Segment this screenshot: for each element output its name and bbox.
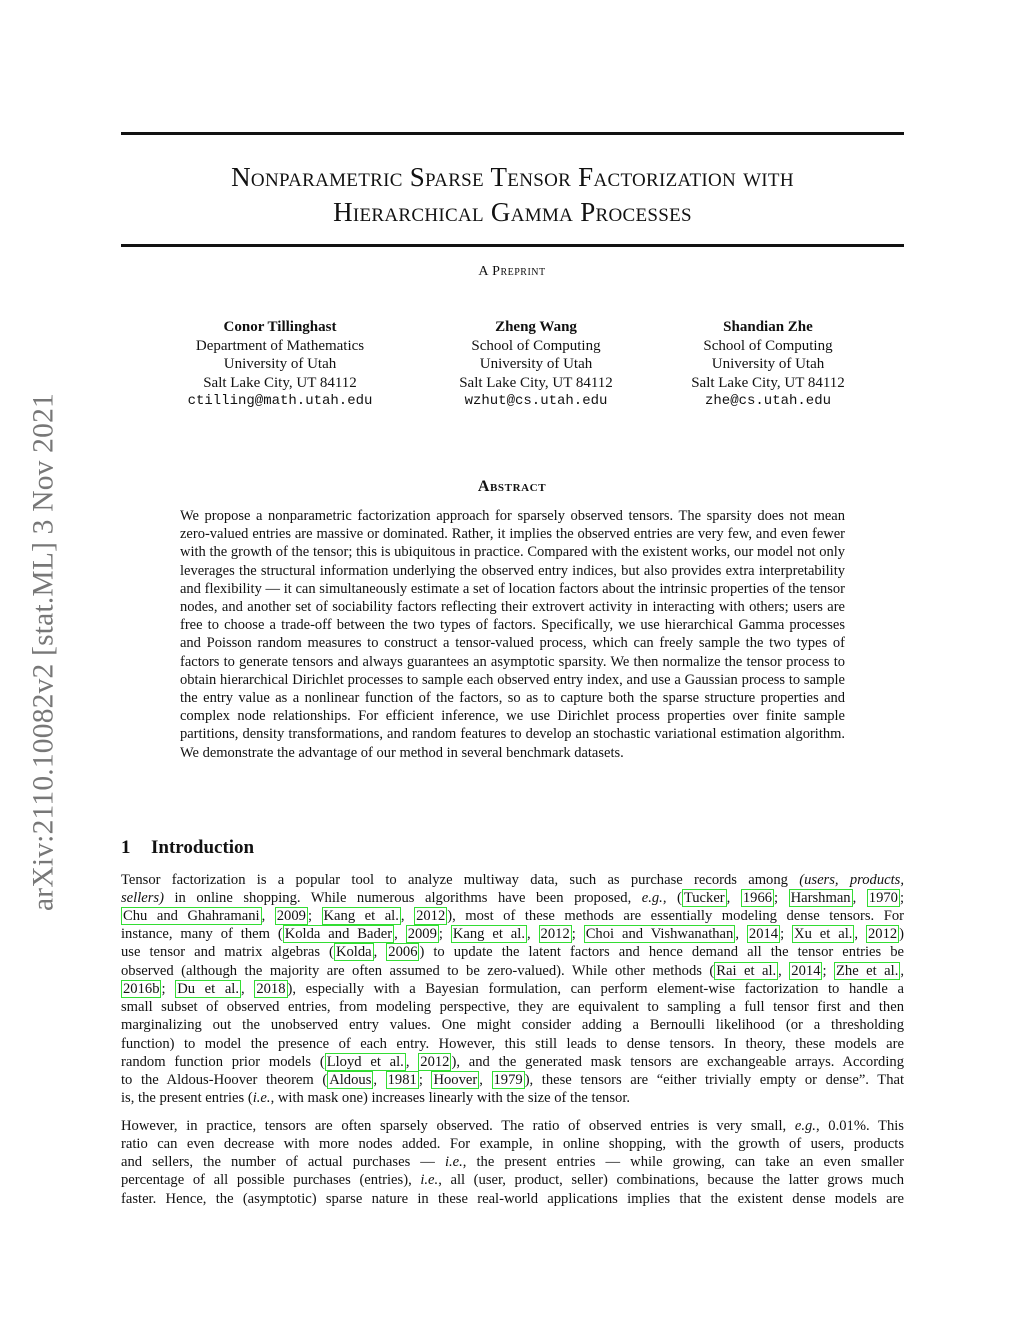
text-run: , — [394, 926, 406, 942]
author-name: Shandian Zhe — [723, 319, 813, 335]
author-city: Salt Lake City, UT 84112 — [459, 374, 613, 391]
citation-link[interactable]: 2016b — [123, 981, 160, 997]
text-run: ; — [418, 1072, 432, 1088]
author-name: Conor Tillinghast — [223, 319, 337, 335]
author-dept: School of Computing — [703, 337, 833, 354]
author-email[interactable]: zhe@cs.utah.edu — [704, 393, 832, 409]
citation-link[interactable]: Xu et al. — [794, 926, 853, 942]
text-line — [121, 1071, 904, 1089]
text-line — [121, 1053, 904, 1071]
text-run: , ( — [662, 890, 682, 906]
citation-link[interactable]: 2018 — [256, 981, 286, 997]
text-line — [121, 980, 904, 998]
author-name: Zheng Wang — [495, 319, 577, 335]
text-run: , — [852, 890, 867, 906]
text-run: , — [726, 890, 741, 906]
citation-link[interactable]: Chu and Ghahramani — [123, 908, 260, 924]
text-run: , — [735, 926, 747, 942]
title-line-1: Nonparametric Sparse Tensor Factorization with — [231, 162, 794, 192]
title-line-2: Hierarchical Gamma Processes — [333, 197, 692, 227]
text-run: , — [778, 963, 790, 979]
text-run: However, in practice, tensors are often sparsely observed. The ratio of observed entries is very small, — [121, 1118, 795, 1134]
text-run: ; — [571, 926, 584, 942]
author-univ: University of Utah — [711, 356, 825, 372]
citation-link[interactable]: Kolda — [335, 944, 372, 960]
text-run: function) to model the presence of each entry. However, this still leads to dense tensors. In theory, these models are — [121, 1036, 904, 1052]
text-line — [121, 907, 904, 925]
citation-link[interactable]: Kang et al. — [323, 908, 399, 924]
text-run: in online shopping. While numerous algorithms have been proposed, — [163, 890, 642, 906]
author-city: Salt Lake City, UT 84112 — [691, 374, 845, 391]
italic-text: i.e. — [252, 1090, 271, 1106]
text-line — [121, 871, 904, 889]
text-run: ; — [161, 981, 176, 997]
preprint-label: A Preprint — [478, 264, 546, 279]
citation-link[interactable]: 1981 — [387, 1072, 417, 1088]
text-run: and sellers, the number of actual purchases — — [121, 1154, 445, 1170]
author-dept: Department of Mathematics — [195, 337, 365, 354]
text-run: , the present entries — while growing, can take an even smaller — [462, 1154, 905, 1170]
text-run: observed (although the majority are often assumed to be zero-valued). While other methods ( — [121, 963, 715, 979]
text-line — [121, 962, 904, 980]
text-run: instance, many of them ( — [121, 926, 283, 942]
citation-link[interactable]: Kang et al. — [452, 926, 525, 942]
text-line — [121, 1117, 904, 1135]
text-line — [121, 1016, 904, 1034]
text-run: ; — [780, 926, 793, 942]
text-run: marginalizing out the unobserved entry values. One might consider adding a Bernoulli likelihood (or a thresholding — [121, 1017, 904, 1033]
arxiv-stamp-text: arXiv:2110.10082v2 [stat.ML] 3 Nov 2021 — [27, 393, 60, 911]
text-line — [121, 889, 904, 907]
citation-link[interactable]: Tucker — [683, 890, 725, 906]
text-run: Tensor factorization is a popular tool to analyze multiway data, such as purchase records among — [121, 872, 800, 888]
text-run: percentage of all possible purchases (entries), — [121, 1172, 421, 1188]
text-run: ; — [438, 926, 451, 942]
text-run: random function prior models ( — [121, 1054, 325, 1070]
text-run: ), these tensors are “either trivially empty or dense”. That — [524, 1072, 905, 1088]
text-run: ) to update the latent factors and hence demand all the tensor entries be — [419, 944, 905, 960]
citation-link[interactable]: Choi and Vishwanathan — [585, 926, 734, 942]
citation-link[interactable]: 1970 — [868, 890, 898, 906]
citation-link[interactable]: Rai et al. — [716, 963, 777, 979]
citation-link[interactable]: Hoover — [433, 1072, 478, 1088]
text-run: small subset of observed entries, from modeling perspective, they are equivalent to sampling a full tensor first and then — [121, 999, 904, 1015]
text-run: , all (user, product, seller) combinations, because the latter grows much — [438, 1172, 904, 1188]
text-run: ratio can even decrease with more nodes added. For example, in online shopping, with the growth of users, products — [121, 1136, 904, 1152]
text-line — [121, 1171, 904, 1189]
text-line — [121, 1089, 904, 1107]
text-run: use tensor and matrix algebras ( — [121, 944, 334, 960]
citation-link[interactable]: Kolda and Bader — [284, 926, 393, 942]
arxiv-stamp — [29, 348, 59, 956]
text-line — [121, 1190, 904, 1208]
title-top-rule — [121, 132, 904, 135]
italic-text: sellers) — [121, 890, 164, 906]
author-block-3 — [668, 318, 868, 411]
text-run: , — [261, 908, 275, 924]
author-city: Salt Lake City, UT 84112 — [203, 374, 357, 391]
text-run: ; — [822, 963, 835, 979]
citation-link[interactable]: 2009 — [276, 908, 306, 924]
text-run: , — [400, 908, 415, 924]
citation-link[interactable]: 2012 — [420, 1054, 450, 1070]
citation-link[interactable]: 2012 — [416, 908, 446, 924]
section-heading — [121, 837, 254, 859]
text-run: , — [373, 944, 387, 960]
abstract-heading: Abstract — [477, 478, 547, 495]
section-title: Introduction — [151, 837, 255, 858]
italic-text: i.e. — [420, 1172, 439, 1188]
citation-link[interactable]: Du et al. — [177, 981, 240, 997]
italic-text: i.e. — [444, 1154, 463, 1170]
text-run: ) — [899, 926, 905, 942]
author-block-2 — [426, 318, 646, 411]
text-line — [121, 943, 904, 961]
text-run: , — [526, 926, 539, 942]
author-univ: University of Utah — [223, 356, 337, 372]
text-run: ; — [899, 890, 905, 906]
text-run: ; — [774, 890, 789, 906]
author-email[interactable]: wzhut@cs.utah.edu — [464, 393, 608, 409]
italic-text: e.g. — [641, 890, 663, 906]
text-run: is, the present entries ( — [121, 1090, 253, 1106]
italic-text: (users, products, — [799, 872, 905, 888]
author-block-1 — [160, 318, 400, 411]
text-run: ), most of these methods are essentially modeling dense tensors. For — [447, 908, 904, 924]
text-run: ), especially with a Bayesian formulation, can perform element-wise factorization to handle a — [287, 981, 905, 997]
text-run: , with mask one) increases linearly with the size of the tensor. — [270, 1090, 631, 1106]
citation-link[interactable]: Aldous — [329, 1072, 372, 1088]
author-email[interactable]: ctilling@math.utah.edu — [187, 393, 373, 409]
citation-link[interactable]: 1979 — [493, 1072, 523, 1088]
text-line — [121, 1035, 904, 1053]
text-line — [121, 1153, 904, 1171]
text-line — [121, 925, 904, 943]
text-run: ; — [307, 908, 322, 924]
citation-link[interactable]: 2012 — [867, 926, 898, 942]
text-run: , — [479, 1072, 492, 1088]
text-run: , — [241, 981, 255, 997]
citation-link[interactable]: 2009 — [407, 926, 437, 942]
citation-link[interactable]: Lloyd et al. — [326, 1054, 404, 1070]
author-univ: University of Utah — [479, 356, 593, 372]
citation-link[interactable]: 2012 — [540, 926, 570, 942]
citation-link[interactable]: Zhe et al. — [836, 963, 899, 979]
citation-link[interactable]: 2014 — [791, 963, 821, 979]
text-run: , — [373, 1072, 386, 1088]
author-dept: School of Computing — [471, 337, 601, 354]
text-run: , 0.01%. This — [815, 1118, 904, 1134]
citation-link[interactable]: 1966 — [742, 890, 773, 906]
text-run: ), and the generated mask tensors are exchangeable arrays. According — [451, 1054, 905, 1070]
text-run: to the Aldous-Hoover theorem ( — [121, 1072, 328, 1088]
italic-text: e.g. — [794, 1118, 816, 1134]
text-line — [121, 1135, 904, 1153]
text-run: faster. Hence, the (asymptotic) sparse nature in these real-world applications implies that the existent dense models are — [121, 1191, 904, 1207]
text-run: , — [405, 1054, 419, 1070]
paper-title — [121, 160, 904, 230]
section-number: 1 — [121, 837, 131, 858]
abstract-text: We propose a nonparametric factorization approach for sparsely observed tensors. The sparsity does not mean zero-valued entries are massive or dominated. Rather, it implies the observed entries are very few, and even fewer with the growth of the tensor; this is ubiquitous in practice. Compared with the existent works, our model not only leverages the structural information underlying the observed entry indices, but also provides extra interpretability and flexibility — it can simultaneously estimate a set of location factors about the intrinsic properties of the tensor nodes, and another set of sociability factors reflecting their extrovert activity in interacting with others; users are free to choose a trade-off between the two types of factors. Specifically, we use hierarchical Gamma processes and Poisson random measures to construct a tensor-valued process, which can freely sample the two types of factors to generate tensors and always guarantees an asymptotic sparsity. We then normalize the tensor process to obtain hierarchical Dirichlet processes to sample each observed entry index, and use a Gaussian process to sample the entry value as a nonlinear function of the factors, so as to capture both the sparse structure properties and complex node relationships. For efficient inference, we use Dirichlet process properties over finite sample partitions, density transformations, and random features to develop an stochastic variational estimation algorithm. We demonstrate the advantage of our method in several benchmark datasets. — [180, 508, 845, 761]
citation-link[interactable]: 2006 — [388, 944, 418, 960]
text-line — [121, 998, 904, 1016]
text-run: , — [854, 926, 866, 942]
text-run: , — [900, 963, 905, 979]
citation-link[interactable]: Harshman — [790, 890, 851, 906]
citation-link[interactable]: 2014 — [748, 926, 779, 942]
title-bottom-rule — [121, 244, 904, 247]
